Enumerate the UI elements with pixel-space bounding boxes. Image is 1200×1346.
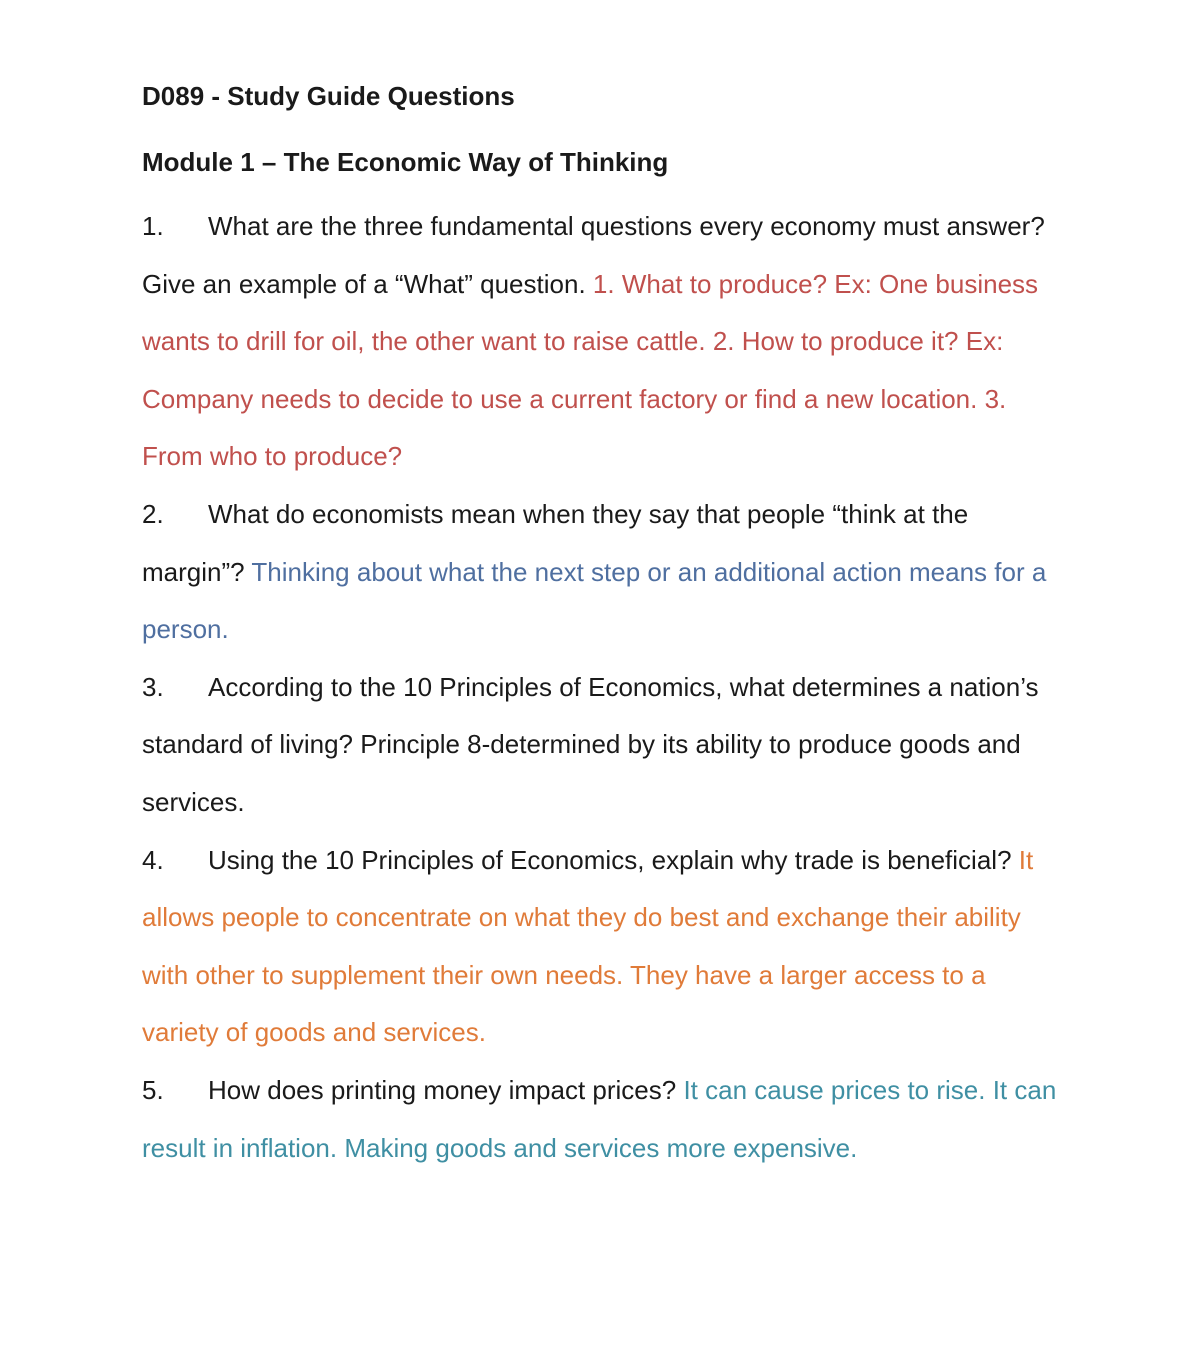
answer-text: 1. What to produce? Ex: One business wants to drill for oil, the other want to raise cattle. 2. How to produce it? Ex: Company needs to decide to use a current factory or find a new location. 3. From who to produce? (142, 268, 1039, 472)
document-page (142, 74, 1057, 1177)
document-title: D089 - Study Guide Questions (142, 81, 515, 111)
module-title: Module 1 – The Economic Way of Thinking (142, 147, 669, 177)
question-text: What do economists mean when they say that people “think at the margin”? (142, 498, 969, 587)
question-item (142, 832, 1057, 1062)
question-item (142, 659, 1057, 832)
question-text: Using the 10 Principles of Economics, explain why trade is beneficial? (208, 844, 1012, 875)
question-number: 3. (142, 671, 164, 702)
question-item (142, 1062, 1057, 1177)
question-text: What are the three fundamental questions every economy must answer? Give an example of a “What” question. (142, 211, 1045, 299)
question-number: 4. (142, 844, 164, 875)
question-text: According to the 10 Principles of Economics, what determines a nation’s standard of living? Principle 8-determined by its ability to produce goods and services. (142, 671, 1039, 817)
answer-text: Thinking about what the next step or an additional action means for a person. (142, 556, 1047, 645)
question-number: 1. (142, 211, 164, 241)
question-number: 2. (142, 498, 164, 529)
answer-text: It allows people to concentrate on what they do best and exchange their ability with other to supplement their own needs. They have a larger access to a variety of goods and services. (142, 844, 1034, 1048)
question-item (142, 486, 1057, 659)
answer-text: It can cause prices to rise. It can result in inflation. Making goods and services more expensive. (142, 1074, 1057, 1163)
question-item (142, 198, 1057, 486)
question-text: How does printing money impact prices? (208, 1074, 677, 1105)
question-number: 5. (142, 1074, 164, 1105)
